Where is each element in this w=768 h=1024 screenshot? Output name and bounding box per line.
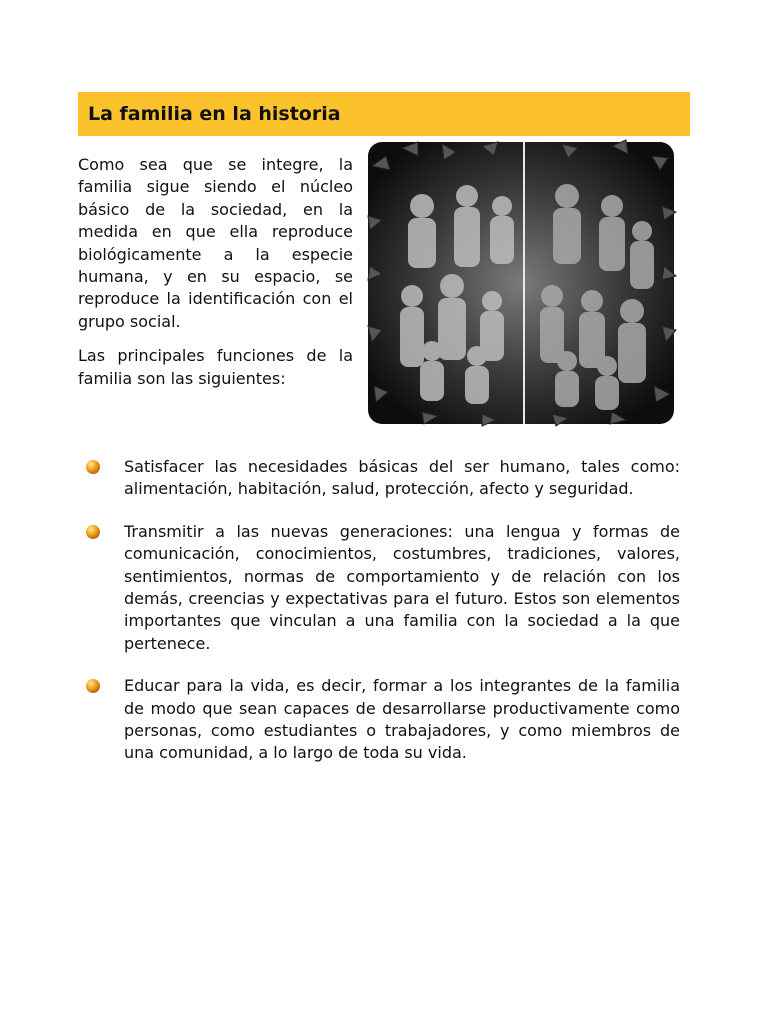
intro-paragraph: Las principales funciones de la familia son las siguientes: [78, 346, 353, 388]
page-title: La familia en la historia [88, 103, 341, 125]
list-item-text: Satisfacer las necesidades básicas del ser humano, tales como: alimentación, habitación, salud, protección, afecto y seguridad. [124, 457, 680, 499]
intro-paragraph: Como sea que se integre, la familia sigue siendo el núcleo básico de la sociedad, en la medida en que ella reproduce biológicamente a la especie humana, y en su espacio, se reproduce la identificación con el grupo social. [78, 155, 353, 331]
list-item [86, 675, 680, 765]
list-item-text: Educar para la vida, es decir, formar a los integrantes de la familia de modo que sean capaces de desarrollarse productivamente como personas, como estudiantes o trabajadores, y como miembros de una comunidad, a lo largo de toda su vida. [124, 676, 680, 763]
title-bar [78, 92, 690, 136]
intro-text [78, 154, 353, 402]
orange-sphere-bullet-icon [86, 679, 100, 693]
list-item [86, 456, 680, 501]
functions-list [86, 456, 680, 785]
list-item [86, 521, 680, 655]
list-item-text: Transmitir a las nuevas generaciones: una lengua y formas de comunicación, conocimientos, costumbres, tradiciones, valores, sentimientos, normas de comportamiento y de relación con los demás, creencias y expectativas para el futuro. Estos son elementos importantes que vinculan a una familia con la sociedad a la que pertenece. [124, 521, 680, 653]
orange-sphere-bullet-icon [86, 525, 100, 539]
family-collage-photo [362, 136, 680, 430]
orange-sphere-bullet-icon [86, 460, 100, 474]
